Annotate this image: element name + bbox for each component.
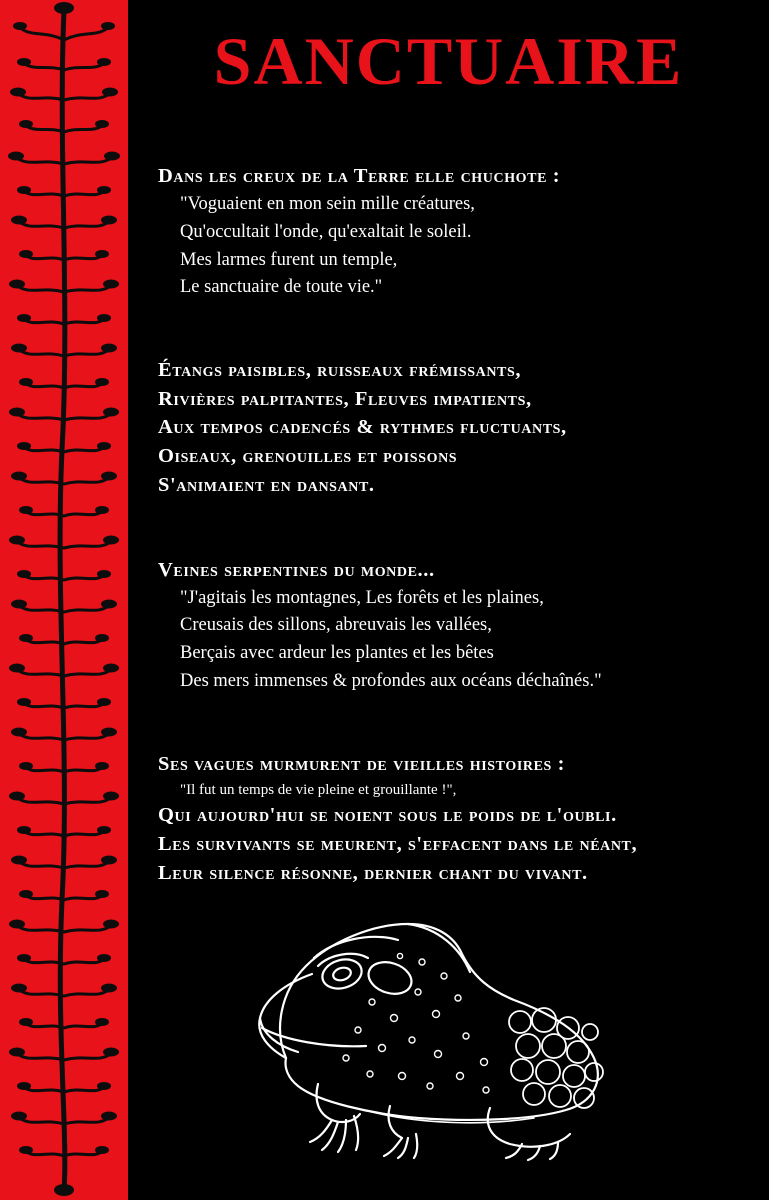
poem-body xyxy=(158,162,748,913)
stanza-4-line-2: Les survivants se meurent, s'effacent dans le néant, xyxy=(158,832,638,855)
stanza-3-line-3: Berçais avec ardeur les plantes et les bêtes xyxy=(180,643,494,664)
spacer-1 xyxy=(158,328,748,356)
stanza-3-line-1: "J'agitais les montagnes, Les forêts et les plaines, xyxy=(180,587,544,608)
stanza-3-heading: Veines serpentines du monde... xyxy=(158,558,435,581)
stanza-1 xyxy=(158,162,748,302)
stanza-4-quote: "Il fut un temps de vie pleine et grouillante !", xyxy=(180,781,457,798)
page-title: SANCTUAIRE xyxy=(213,23,684,99)
red-vine-border xyxy=(0,0,128,1200)
spacer-3 xyxy=(158,722,748,750)
stanza-2-line-1: Étangs paisibles, ruisseaux frémissants, xyxy=(158,359,522,382)
stanza-4-line-3: Leur silence résonne, dernier chant du vivant. xyxy=(158,861,588,884)
spacer-2 xyxy=(158,526,748,556)
stanza-1-heading: Dans les creux de la Terre elle chuchote : xyxy=(158,165,561,187)
stanza-3-line-2: Creusais des sillons, abreuvais les vallées, xyxy=(180,615,492,636)
stanza-2-line-2: Rivières palpitantes, Fleuves impatients, xyxy=(158,387,532,410)
vine-pattern xyxy=(0,0,128,1200)
stanza-2 xyxy=(158,356,748,499)
stanza-3 xyxy=(158,556,748,696)
stanza-2-line-4: Oiseaux, grenouilles et poissons xyxy=(158,445,458,468)
stanza-2-line-5: S'animaient en dansant. xyxy=(158,473,375,496)
stanza-1-line-4: Le sanctuaire de toute vie." xyxy=(180,277,383,298)
stanza-1-line-2: Qu'occultait l'onde, qu'exaltait le soleil. xyxy=(180,221,472,242)
stanza-1-line-3: Mes larmes furent un temple, xyxy=(180,249,398,270)
stanza-3-line-4: Des mers immenses & profondes aux océans déchaînés." xyxy=(180,670,602,691)
stanza-2-line-3: Aux tempos cadencés & rythmes fluctuants, xyxy=(158,416,567,439)
stanza-4-heading: Ses vagues murmurent de vieilles histoires : xyxy=(158,752,566,775)
stanza-1-line-1: "Voguaient en mon sein mille créatures, xyxy=(180,194,475,215)
toad-illustration xyxy=(222,862,652,1162)
stanza-4-line-1: Qui aujourd'hui se noient sous le poids de l'oubli. xyxy=(158,804,617,827)
